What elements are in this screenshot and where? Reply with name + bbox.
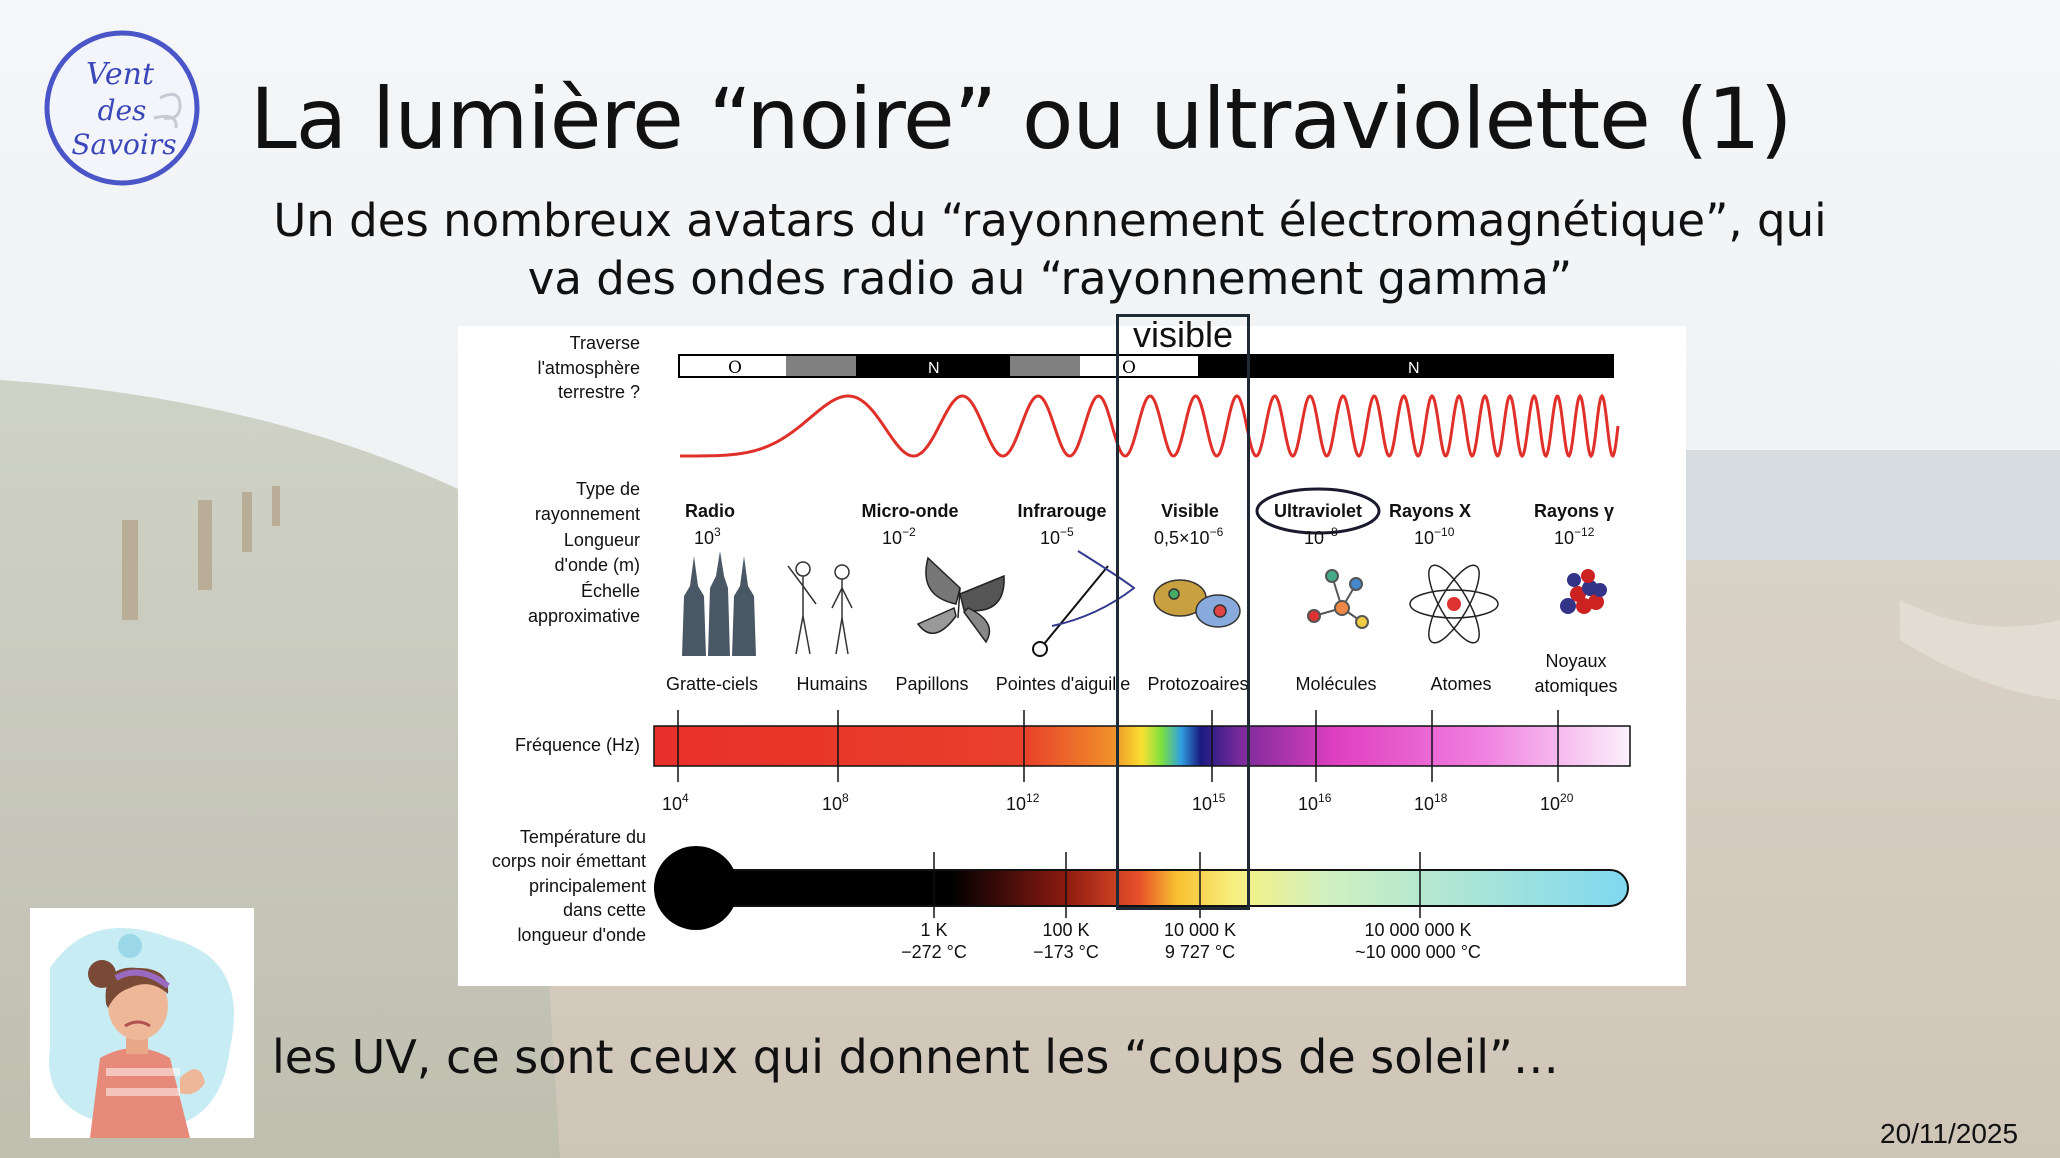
wavelength-radio: $10^3$ bbox=[694, 525, 721, 548]
vent-des-savoirs-logo bbox=[42, 28, 202, 188]
freq-tick-1e15: $10^{15}$ bbox=[1192, 791, 1226, 814]
label-temperature-3: principalement bbox=[528, 876, 646, 896]
freq-tick-1e12: $10^{12}$ bbox=[1006, 791, 1040, 814]
atmosphere-mark-o1: O bbox=[728, 358, 742, 378]
svg-text:Vent: Vent bbox=[85, 57, 155, 92]
label-type-1: Type de bbox=[575, 479, 640, 499]
scale-needle-points: Pointes d'aiguille bbox=[995, 674, 1131, 694]
scale-molecules: Molécules bbox=[1295, 674, 1377, 694]
temp-tick-100k-celsius: −173 °C bbox=[1033, 942, 1099, 962]
scale-nuclei-1: Noyaux bbox=[1545, 651, 1607, 671]
temp-tick-1e7k-celsius: ~10 000 000 °C bbox=[1355, 942, 1481, 962]
type-microwave: Micro-onde bbox=[861, 501, 959, 521]
label-atmosphere-2: l'atmosphère bbox=[537, 358, 640, 378]
label-wavelength-2: d'onde (m) bbox=[554, 555, 640, 575]
label-scale-1: Échelle bbox=[580, 581, 640, 601]
wavelength-microwave: $10^{-2}$ bbox=[882, 525, 916, 548]
label-atmosphere-3: terrestre ? bbox=[557, 382, 640, 402]
sunburn-woman-illustration bbox=[30, 908, 254, 1138]
label-temperature-5: longueur d'onde bbox=[517, 925, 646, 945]
temp-tick-1e7k: 10 000 000 K bbox=[1364, 920, 1472, 940]
wavelength-ultraviolet: $10^{-8}$ bbox=[1304, 525, 1338, 548]
slide-subtitle bbox=[240, 192, 1860, 308]
scale-skyscrapers: Gratte-ciels bbox=[665, 674, 759, 694]
temp-tick-1k-celsius: −272 °C bbox=[901, 942, 967, 962]
temp-tick-1k: 1 K bbox=[920, 920, 948, 940]
temp-tick-10000k-celsius: 9 727 °C bbox=[1164, 942, 1236, 962]
svg-text:des: des bbox=[97, 94, 147, 127]
freq-tick-1e18: $10^{18}$ bbox=[1414, 791, 1448, 814]
label-temperature-2: corps noir émettant bbox=[491, 851, 646, 871]
molecule-icon bbox=[1308, 570, 1368, 628]
atmosphere-mark-o2: O bbox=[1122, 358, 1136, 378]
footer-caption: les UV, ce sont ceux qui donnent les “coups de soleil”… bbox=[272, 1030, 1559, 1084]
atmosphere-mark-n1: N bbox=[928, 360, 940, 377]
slide-date: 20/11/2025 bbox=[1880, 1118, 2019, 1149]
slide-title: La lumière “noire” ou ultraviolette (1) bbox=[250, 70, 1792, 168]
label-temperature-1: Température du bbox=[519, 827, 646, 847]
nucleus-icon bbox=[1560, 569, 1607, 614]
humans-icon bbox=[788, 562, 852, 654]
temp-tick-10000k: 10 000 K bbox=[1163, 920, 1237, 940]
label-atmosphere-1: Traverse bbox=[569, 333, 640, 353]
em-spectrum-diagram bbox=[458, 326, 1686, 986]
freq-tick-1e16: $10^{16}$ bbox=[1298, 791, 1332, 814]
label-frequency: Fréquence (Hz) bbox=[514, 735, 640, 755]
type-infrared: Infrarouge bbox=[1017, 501, 1107, 521]
type-gamma: Rayons γ bbox=[1533, 501, 1615, 521]
temp-tick-100k: 100 K bbox=[1042, 920, 1090, 940]
atom-icon bbox=[1410, 559, 1498, 649]
scale-humans: Humains bbox=[796, 674, 868, 694]
label-wavelength-1: Longueur bbox=[563, 530, 640, 550]
wavelength-visible: $0,5\times 10^{-6}$ bbox=[1154, 525, 1224, 548]
wavelength-gamma: $10^{-12}$ bbox=[1554, 525, 1595, 548]
visible-highlight-box bbox=[1116, 314, 1250, 910]
freq-tick-1e8: $10^8$ bbox=[822, 791, 849, 814]
type-ultraviolet: Ultraviolet bbox=[1273, 501, 1363, 521]
atmosphere-mark-n2: N bbox=[1408, 360, 1420, 377]
wavelength-infrared: $10^{-5}$ bbox=[1040, 525, 1074, 548]
subtitle-line-1: Un des nombreux avatars du “rayonnement électromagnétique”, qui bbox=[273, 194, 1827, 247]
scale-nuclei-2: atomiques bbox=[1534, 676, 1618, 696]
type-visible: Visible bbox=[1161, 501, 1219, 521]
label-type-2: rayonnement bbox=[534, 504, 640, 524]
scale-butterflies: Papillons bbox=[895, 674, 969, 694]
visible-label: visible bbox=[1132, 314, 1234, 355]
svg-text:Savoirs: Savoirs bbox=[71, 128, 177, 161]
freq-tick-1e20: $10^{20}$ bbox=[1540, 791, 1574, 814]
wavelength-xray: $10^{-10}$ bbox=[1414, 525, 1455, 548]
type-xray: Rayons X bbox=[1388, 501, 1472, 521]
scale-atoms: Atomes bbox=[1430, 674, 1492, 694]
subtitle-line-2: va des ondes radio au “rayonnement gamma” bbox=[527, 252, 1573, 305]
label-temperature-4: dans cette bbox=[562, 900, 646, 920]
label-scale-2: approximative bbox=[527, 606, 640, 626]
skyscrapers-icon bbox=[682, 551, 756, 656]
freq-tick-1e4: $10^4$ bbox=[662, 791, 689, 814]
type-radio: Radio bbox=[684, 501, 736, 521]
scale-protozoa: Protozoaires bbox=[1147, 674, 1249, 694]
spectrum-svg bbox=[458, 326, 1686, 986]
butterfly-icon bbox=[918, 558, 1004, 642]
